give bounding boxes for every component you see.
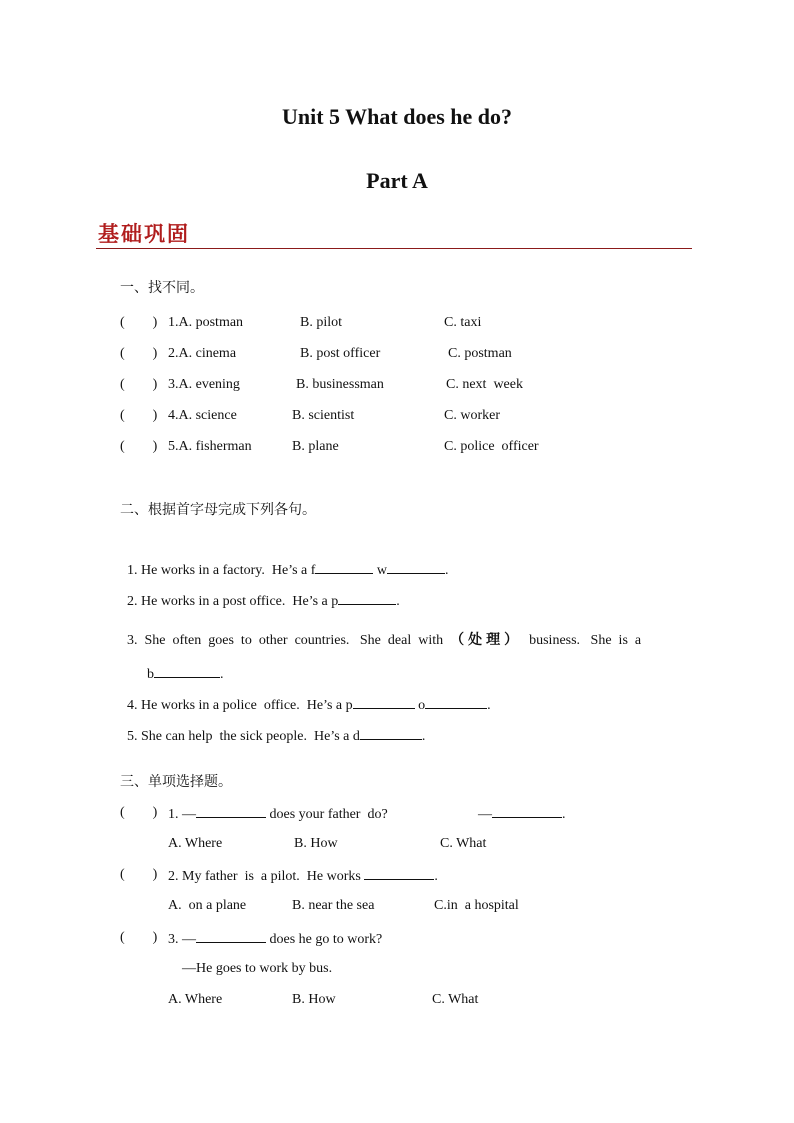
question-stem: 1. — does your father do?: [168, 807, 388, 822]
answer-blank[interactable]: [315, 561, 373, 574]
option-c: C.in a hospital: [434, 898, 519, 913]
cjk-gloss: （处理）: [450, 632, 523, 648]
part3-heading: 三、单项选择题。: [120, 774, 232, 790]
answer-paren[interactable]: ( ): [120, 867, 158, 882]
option-b: B. pilot: [300, 315, 343, 330]
answer-blank[interactable]: [196, 805, 266, 818]
option-c: C. next week: [446, 377, 523, 392]
page-subtitle: Part A: [366, 168, 428, 193]
answer-blank[interactable]: [360, 727, 422, 740]
answer-paren[interactable]: ( ): [120, 439, 158, 454]
answer-blank[interactable]: [338, 592, 396, 605]
answer-blank[interactable]: [492, 805, 562, 818]
option-b: B. How: [294, 836, 338, 851]
option-b: B. post officer: [300, 346, 381, 361]
answer-blank[interactable]: [364, 867, 434, 880]
option-b: B. businessman: [296, 377, 384, 392]
option-a: 3.A. evening: [168, 377, 240, 392]
answer-line: —He goes to work by bus.: [182, 961, 333, 976]
section-header: [96, 218, 692, 249]
option-a: 2.A. cinema: [168, 346, 237, 361]
answer-paren[interactable]: ( ): [120, 377, 158, 392]
option-c: C. What: [432, 992, 479, 1007]
answer-paren[interactable]: ( ): [120, 346, 158, 361]
answer-paren[interactable]: ( ): [120, 315, 158, 330]
sentence-1: 1. He works in a factory. He’s a f w .: [127, 563, 449, 578]
sentence-3: 3. She often goes to other countries. She deal with （处理） business. She is a: [127, 632, 642, 648]
option-a: 5.A. fisherman: [168, 439, 252, 454]
option-b: B. near the sea: [292, 898, 375, 913]
answer-paren[interactable]: ( ): [120, 805, 158, 820]
sentence-2: 2. He works in a post office. He’s a p .: [127, 594, 400, 609]
question-stem: 3. — does he go to work?: [168, 932, 383, 947]
answer-blank[interactable]: [353, 696, 415, 709]
option-c: C. taxi: [444, 315, 482, 330]
part1-heading: 一、找不同。: [120, 280, 204, 296]
answer-blank[interactable]: [387, 561, 445, 574]
option-a: 1.A. postman: [168, 315, 244, 330]
part2-heading: 二、根据首字母完成下列各句。: [120, 502, 316, 518]
sentence-3-continued: b .: [147, 667, 224, 682]
option-a: 4.A. science: [168, 408, 237, 423]
answer-paren[interactable]: ( ): [120, 930, 158, 945]
option-b: B. plane: [292, 439, 339, 454]
sentence-4: 4. He works in a police office. He’s a p o .: [127, 698, 491, 713]
section-header-label: 基础巩固: [98, 222, 190, 246]
answer-paren[interactable]: ( ): [120, 408, 158, 423]
option-c: C. police officer: [444, 439, 539, 454]
option-a: A. Where: [168, 836, 223, 851]
response-line: — .: [478, 807, 566, 822]
answer-blank[interactable]: [154, 665, 220, 678]
question-stem: 2. My father is a pilot. He works .: [168, 869, 438, 884]
option-c: C. What: [440, 836, 487, 851]
sentence-5: 5. She can help the sick people. He’s a d .: [127, 729, 426, 744]
option-a: A. on a plane: [168, 898, 247, 913]
answer-blank[interactable]: [196, 930, 266, 943]
option-a: A. Where: [168, 992, 223, 1007]
option-b: B. scientist: [292, 408, 355, 423]
option-c: C. worker: [444, 408, 500, 423]
option-c: C. postman: [448, 346, 512, 361]
option-b: B. How: [292, 992, 336, 1007]
answer-blank[interactable]: [425, 696, 487, 709]
page-title: Unit 5 What does he do?: [281, 104, 513, 129]
